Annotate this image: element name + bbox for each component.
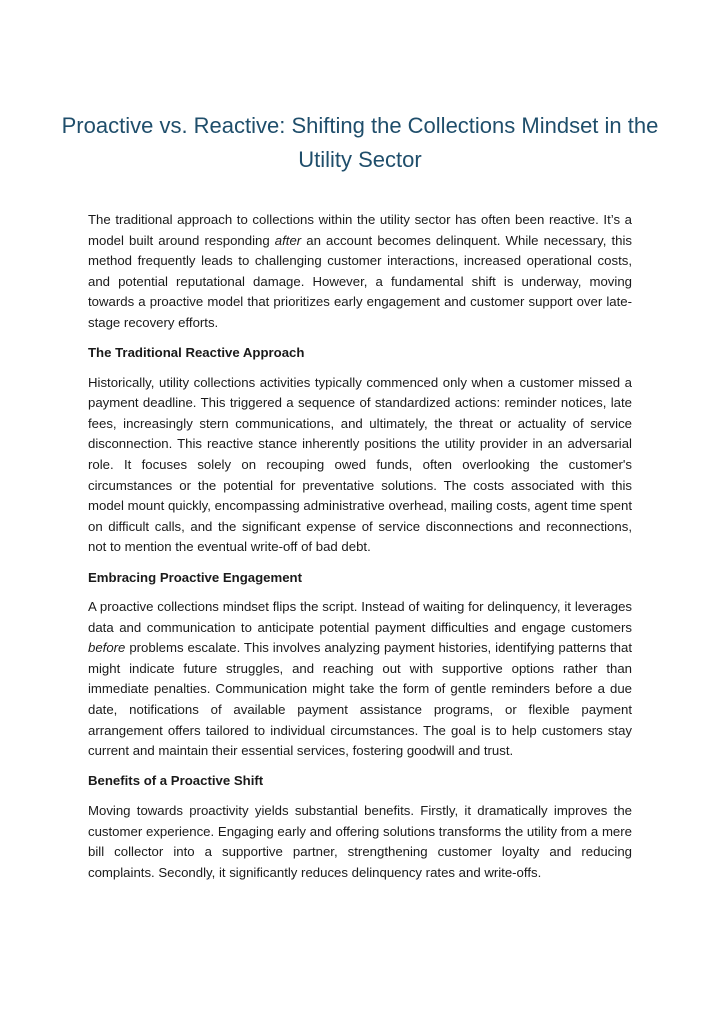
document-body xyxy=(88,210,632,893)
document-title: Proactive vs. Reactive: Shifting the Collections Mindset in the Utility Sector xyxy=(61,113,659,172)
intro-text-after: an account becomes delinquent. While necessary, this method frequently leads to challenging customer interactions, increased operational costs, and potential reputational damage. However, a fundamental shift is underway, moving towards a proactive model that prioritizes early engagement and customer support over late-stage recovery efforts. xyxy=(88,232,632,330)
section-heading-proactive: Embracing Proactive Engagement xyxy=(88,569,302,585)
intro-paragraph xyxy=(88,210,632,334)
section-paragraph-proactive xyxy=(88,597,632,762)
proactive-text-before: A proactive collections mindset flips the script. Instead of waiting for delinquency, it leverages data and communication to anticipate potential payment difficulties and engage customers xyxy=(88,599,632,635)
section-paragraph-reactive: Historically, utility collections activities typically commenced only when a customer missed a payment deadline. This triggered a sequence of standardized actions: reminder notices, late fees, increasingly stern communications, and ultimately, the threat or actuality of service disconnection. This reactive stance inherently positions the utility provider in an adversarial role. It focuses solely on recouping owed funds, often overlooking the customer's circumstances or the potential for preventative solutions. The costs associated with this model mount quickly, encompassing administrative overhead, mailing costs, agent time spent on difficult calls, and the significant expense of service disconnections and reconnections, not to mention the eventual write-off of bad debt. xyxy=(88,374,632,555)
proactive-text-after: problems escalate. This involves analyzing payment histories, identifying patterns that might indicate future struggles, and reaching out with supportive options rather than immediate penalties. Communication might take the form of gentle reminders before a due date, notifications of available payment assistance programs, or flexible payment arrangement offers tailored to individual circumstances. The goal is to help customers stay current and maintain their essential services, fostering goodwill and trust. xyxy=(88,640,632,759)
section-heading-reactive: The Traditional Reactive Approach xyxy=(88,345,305,361)
section-heading-benefits: Benefits of a Proactive Shift xyxy=(88,773,264,789)
proactive-emphasis: before xyxy=(88,640,126,656)
intro-emphasis: after xyxy=(274,232,302,248)
intro-text-before: The traditional approach to collections within the utility sector has often been reactive. It’s a model built around responding xyxy=(88,212,632,248)
section-paragraph-benefits: Moving towards proactivity yields substantial benefits. Firstly, it dramatically improves the customer experience. Engaging early and offering solutions transforms the utility from a mere bill collector into a supportive partner, strengthening customer loyalty and reducing complaints. Secondly, it significantly reduces delinquency rates and write-offs. xyxy=(88,802,632,880)
